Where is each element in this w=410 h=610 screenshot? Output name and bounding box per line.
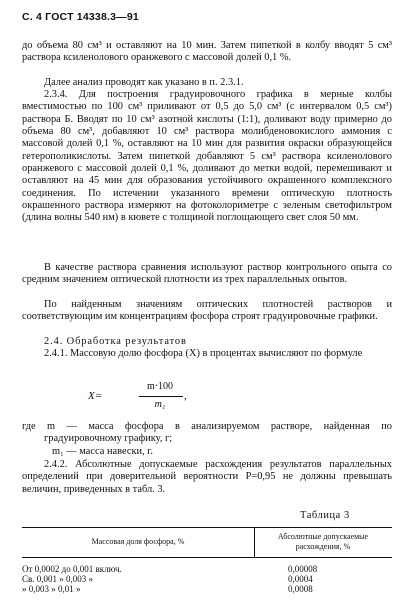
paragraph-2-4-1: 2.4.1. Массовую долю фосфора (X) в процентах вычисляют по формуле	[44, 348, 363, 359]
table-row	[22, 574, 392, 584]
formula-fraction-bar	[139, 396, 183, 397]
paragraph-2-3-4: 2.3.4. Для построения градуировочного графика в мерные колбы вместимостью по 100 см³ приливают от 0,5 до 5,0 см³ (с интервалом 0,5 см³) раствора Б. Вводят по 10 см³ азотной кислоты (1:1), доливают воду примерно до объема 80 см³, добавляют 10 см³ раствора молибденовокислого аммония с массовой долей 0,1 %, оставляют на 10 мин для развития окраски образующейся гетерополикислоты. Затем пипеткой добавляют 5 см³ раствора ксиленолового оранжевого с массовой долей 0,1 %, доливают до метки водой, перемешивают и оставляют на 45 мин для образования устойчивого окрашенного комплексного соединения. По истечении указанного времени оптическую плотность окрашенного раствора измеряют на фотоколориметре с зеленым светофильтром (длина волны 540 нм) в кювете с толщиной поглощающего свет слоя 50 мм.	[22, 89, 392, 224]
paragraph-calibration-graphs: По найденным значениям оптических плотностей растворов и соответствующим им концентрациям фосфора строят градуировочные графики.	[22, 299, 392, 323]
formula-mass-fraction	[88, 381, 248, 415]
table-cell-range: » 0,003 » 0,01 »	[22, 584, 81, 594]
paragraph-where-m1: m₁ — масса навески, г.	[52, 446, 153, 457]
table-cell-value: 0,00008	[288, 564, 318, 574]
table-header-discrepancy-line2: расхождения, %	[295, 542, 351, 551]
formula-lhs: X=	[88, 390, 103, 402]
page-header: С. 4 ГОСТ 14338.3—91	[22, 11, 139, 23]
table-row	[22, 564, 392, 574]
table-header-rule	[22, 557, 392, 558]
section-heading-2-4: 2.4. Обработка результатов	[44, 336, 187, 347]
paragraph-analysis-ref: Далее анализ проводят как указано в п. 2.3.1.	[44, 77, 244, 88]
formula-denominator: m₁	[154, 399, 166, 410]
paragraph-2-4-2: 2.4.2. Абсолютные допускаемые расхождения результатов параллельных определений при доверительной вероятности P=0,95 не должны превышать величин, приведенных в табл. 3.	[22, 459, 392, 495]
table-3	[22, 527, 392, 593]
table-cell-value: 0,0004	[288, 574, 313, 584]
table-cell-value: 0,0008	[288, 584, 313, 594]
table-title: Таблица 3	[300, 510, 350, 521]
paragraph-continuation: до объема 80 см³ и оставляют на 10 мин. Затем пипеткой в колбу вводят 5 см³ раствора ксиленолового оранжевого с массовой долей 0,1 %.	[22, 40, 392, 64]
paragraph-reference-solution: В качестве раствора сравнения используют раствор контрольного опыта со средним значением оптической плотности из трех параллельных опытов.	[22, 262, 392, 286]
table-cell-range: От 0,0002 до 0,001 включ.	[22, 564, 122, 574]
table-header-discrepancy-line1: Абсолютные допускаемые	[277, 532, 369, 541]
table-cell-range: Св. 0,001 » 0,003 »	[22, 574, 94, 584]
paragraph-where-m: где m — масса фосфора в анализируемом растворе, найденная по градуировочному графику, г;	[22, 421, 392, 445]
table-header-discrepancy	[254, 532, 392, 552]
table-header-mass-fraction: Массовая доля фосфора, %	[91, 537, 185, 546]
formula-tail: ,	[184, 390, 187, 402]
table-top-rule	[22, 527, 392, 528]
table-row	[22, 584, 392, 594]
formula-numerator: m·100	[146, 381, 174, 392]
